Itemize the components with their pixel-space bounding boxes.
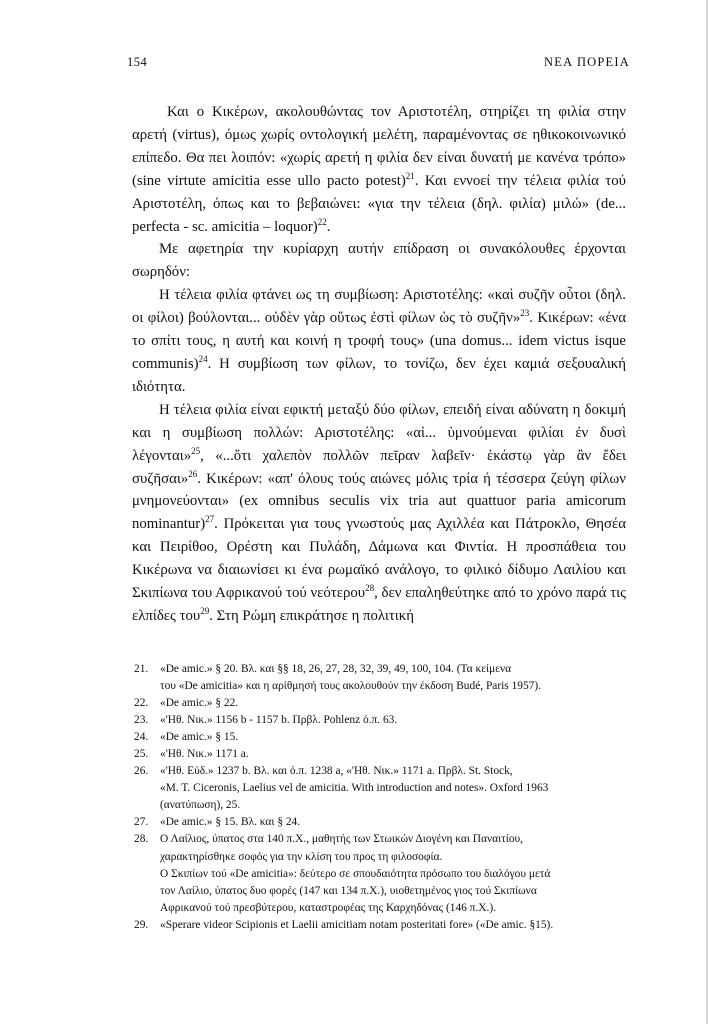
footnote-ref: 28: [365, 583, 375, 594]
text-run: Η τέλεια φιλία είναι εφικτή μεταξύ δύο φίλων, επειδή είναι αδύνατη η δοκιμή και η συμβίωση πολλών: Αριστοτέλης: «αἱ... ὑμνούμεναι φιλίαι ἐν δυσὶ λέγονται»: [132, 401, 626, 464]
footnote-line: «'Ηθ. Εὐδ.» 1237 b. Βλ. και ό.π. 1238 a, «'Ηθ. Νικ.» 1171 a. Πρβλ. St. Stock,: [160, 765, 513, 778]
footnote-line: Ο Σκιπίων τού «De amicitia»: δεύτερο σε σπουδαιότητα πρόσωπο του διαλόγου μετά: [160, 867, 551, 880]
page-number: 154: [127, 55, 148, 69]
footnote-line: «De amic.» § 22.: [160, 697, 239, 710]
footnote-line: «De amic.» § 15.: [160, 731, 239, 744]
text-run: . Στη Ρώμη επικράτησε η πολιτική: [209, 607, 414, 624]
text-run: . Κικέρων: «ένα το σπίτι τους, η αυτή και κοινή η τροφή τους» (una domus... idem victus isque communis): [132, 310, 626, 372]
footnote: [134, 729, 628, 746]
text-run: . Η συμβίωση των φίλων, το τονίζω, δεν έχει καμιά σεξουαλική ιδιότητα.: [132, 355, 626, 395]
text-run: . Πρόκειται για τους γνωστούς μας Αχιλλέα και Πάτροκλο, Θησέα και Πειρίθοο, Ορέστη και Πυλάδη, Δάμωνα και Φιντία. Η προσπάθεια του Κικέρωνα να διαιωνίσει κι ένα ρωμαϊκό ανάλογο, το φιλικό δίδυμο Λαιλίου και Σκιπίωνα του Αφρικανού τού νεότερου: [132, 516, 626, 602]
text-run: Η τέλεια φιλία φτάνει ως τη συμβίωση: Αριστοτέλης: «καὶ συζῆν οὗτοι (δηλ. οι φίλοι) βούλονται... οὐδὲν γὰρ οὕτως ἐστὶ φίλων ὡς τὸ συζῆν»: [132, 287, 626, 327]
footnote-ref: 23: [520, 308, 530, 319]
text-run: . Και εννοεί την τέλεια φιλία τού Αριστοτέλη, όπως και το βεβαιώνει: «για την τέλεια (δηλ. φιλία) μιλώ» (de... perfecta - sc. amicitia – loquor): [132, 172, 626, 235]
footnote: [134, 917, 628, 934]
footnote-line: «M. T. Ciceronis, Laelius vel de amicitia. With introduction and notes». Oxford 1963: [160, 782, 549, 795]
page-header: [127, 55, 630, 75]
footnote-number: 23.: [134, 714, 149, 727]
paragraph-3: [132, 284, 626, 399]
footnote-line: «De amic.» § 15. Βλ. και § 24.: [160, 816, 301, 829]
footnote-number: 26.: [134, 765, 149, 778]
footnote: [134, 695, 628, 712]
footnote: [134, 712, 628, 729]
footnote: [134, 763, 628, 814]
paragraph-2: [132, 238, 626, 284]
footnote-line: Αφρικανού τού πρεσβύτερου, καταστροφέας της Καρχηδόνας (146 π.Χ.).: [160, 901, 496, 914]
footnote-line: (ανατύπωση), 25.: [160, 799, 241, 812]
text-run: . Κικέρων: «απ' όλους τούς αιώνες μόλις τρία ή τέσσερα ζεύγη φίλων μνημονεύονται» (ex omnibus seculis vix tria aut quattuor paria amicorum nominantur): [132, 470, 626, 533]
footnote-ref: 22: [317, 216, 327, 227]
footnotes: [134, 661, 628, 934]
footnote: [134, 831, 628, 916]
footnote-number: 29.: [134, 918, 149, 931]
body-text: [132, 101, 626, 628]
footnote-ref: 27: [205, 514, 215, 525]
footnote-line: «'Ηθ. Νικ.» 1171 a.: [160, 748, 249, 761]
footnote-ref: 25: [191, 445, 201, 456]
footnote: [134, 814, 628, 831]
paragraph-1: [132, 101, 626, 238]
text-run: Και ο Κικέρων, ακολουθώντας τον Αριστοτέλη, στηρίζει τη φιλία στην αρετή (virtus), όμως χωρίς οντολογική μελέτη, παραμένοντας σε ηθικοκοινωνικό επίπεδο. Θα πει λοιπόν: «χωρίς αρετή η φιλία δεν είναι δυνατή με κανένα τρόπο» (sine virtute amicitia esse ullo pacto potest): [132, 104, 626, 189]
footnote: [134, 746, 628, 763]
footnote-number: 27.: [134, 816, 149, 829]
footnote-line: «'Ηθ. Νικ.» 1156 b - 1157 b. Πρβλ. Pohlenz ό.π. 63.: [160, 714, 398, 727]
footnote-line: τον Λαίλιο, ύπατος δυο φορές (147 και 134 π.Χ.), υιοθετημένος γιος τού Σκιπίωνα: [160, 884, 537, 897]
footnote-ref: 26: [188, 468, 198, 479]
footnote-number: 22.: [134, 697, 149, 710]
footnote-line: «Sperare videor Scipionis et Laelii amicitiam notam posteritati fore» («De amic. §15).: [160, 918, 554, 931]
running-title: ΝΕΑ ΠΟΡΕΙΑ: [544, 55, 630, 69]
footnote-line: «De amic.» § 20. Βλ. και §§ 18, 26, 27, 28, 32, 39, 49, 100, 104. (Τα κείμενα: [160, 663, 512, 675]
footnote-number: 24.: [134, 731, 149, 744]
footnote-line: χαρακτηρίσθηκε σοφός για την κλίση του προς τη φιλοσοφία.: [160, 850, 443, 863]
footnote-line: Ο Λαίλιος, ύπατος στα 140 π.Χ., μαθητής των Στωικών Διογένη και Παναιτίου,: [160, 833, 524, 846]
footnote-line: του «De amicitia» και η αρίθμησή τους ακολουθούν την έκδοση Budé, Paris 1957).: [160, 680, 541, 693]
text-run: , δεν επαληθεύτηκε από το χρόνο παρά τις ελπίδες του: [132, 585, 626, 624]
footnote-number: 28.: [134, 833, 149, 846]
footnote-ref: 24: [198, 354, 208, 365]
text-run: , «...ὅτι χαλεπὸν πολλῶν πεῖραν λαβεῖν· ἑκάστῳ γὰρ ἂν ἔδει συζῆσαι»: [132, 447, 626, 487]
text-run: .: [326, 218, 331, 235]
footnote-number: 25.: [134, 748, 149, 761]
footnote-ref: 21: [405, 170, 415, 181]
paragraph-4: [132, 399, 626, 628]
footnote-number: 21.: [134, 663, 149, 675]
footnote: [134, 661, 628, 695]
footnote-ref: 29: [200, 606, 210, 617]
text-run: Με αφετηρία την κυρίαρχη αυτήν επίδραση οι συνακόλουθες έρχονται σωρηδόν:: [132, 241, 626, 281]
